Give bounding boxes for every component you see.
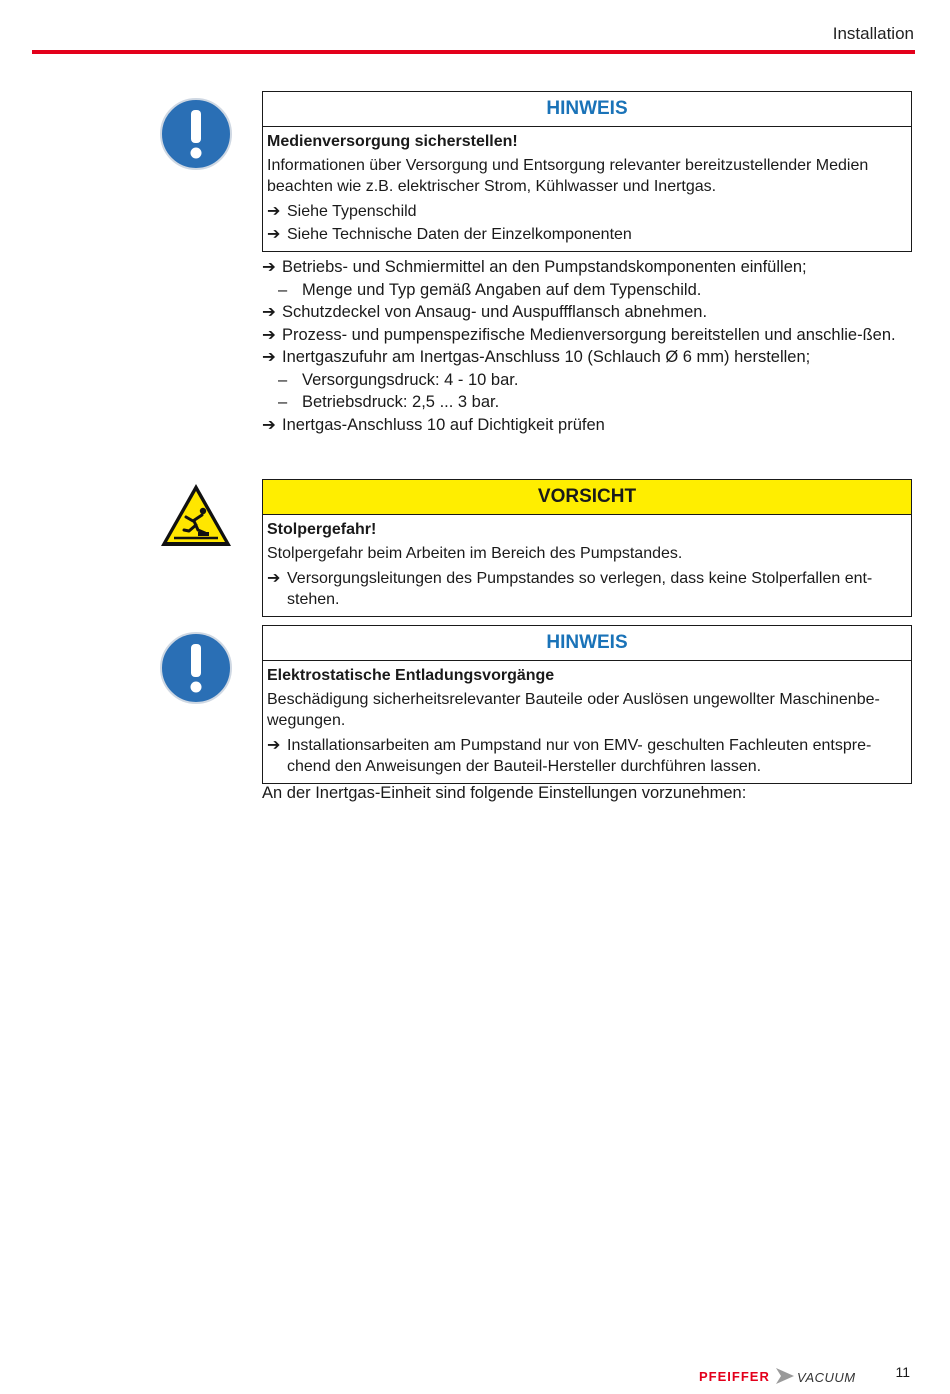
notice-title: Elektrostatische Entladungsvorgänge	[267, 667, 555, 684]
header-rule	[32, 50, 915, 54]
page-number: 11	[895, 1364, 910, 1380]
notice-text: Stolpergefahr beim Arbeiten im Bereich des Pumpstandes.	[267, 545, 683, 562]
arrow-right-icon: ➔	[262, 415, 276, 434]
notice-heading: VORSICHT	[263, 480, 911, 515]
notice-title: Stolpergefahr!	[267, 521, 377, 538]
instruction-step: ➔ Inertgas-Anschluss 10 auf Dichtigkeit prüfen	[262, 414, 912, 437]
instruction-substep: – Menge und Typ gemäß Angaben auf dem Typenschild.	[278, 280, 702, 299]
pfeiffer-vacuum-logo	[697, 1365, 867, 1387]
arrow-right-icon: ➔	[267, 226, 281, 243]
arrow-right-icon: ➔	[267, 203, 281, 220]
section-title: Installation	[832, 24, 914, 43]
notice-box-trip-hazard	[262, 479, 912, 617]
body-text: An der Inertgas-Einheit sind folgende Einstellungen vorzunehmen:	[262, 784, 747, 802]
notice-heading: HINWEIS	[263, 626, 911, 661]
svg-text:VACUUM: VACUUM	[797, 1370, 856, 1385]
mandatory-exclamation-icon	[159, 631, 233, 705]
notice-step: ➔ Installationsarbeiten am Pumpstand nur von EMV- geschulten Fachleuten entspre-chend den Anweisungen der Bauteil-Hersteller durchführen lassen.	[267, 737, 872, 775]
notice-heading: HINWEIS	[263, 92, 911, 127]
notice-step: ➔ Siehe Technische Daten der Einzelkomponenten	[267, 226, 632, 243]
arrow-right-icon: ➔	[262, 303, 276, 321]
notice-text: Beschädigung sicherheitsrelevanter Bauteile oder Auslösen ungewollter Maschinenbe-wegungen.	[267, 691, 880, 729]
trip-hazard-warning-icon	[158, 481, 234, 549]
notice-title: Medienversorgung sicherstellen!	[267, 133, 518, 150]
mandatory-exclamation-icon	[159, 97, 233, 171]
arrow-right-icon: ➔	[262, 258, 276, 276]
instruction-step: ➔ Betriebs- und Schmiermittel an den Pumpstandskomponenten einfüllen;	[262, 256, 912, 279]
arrow-right-icon: ➔	[262, 348, 276, 366]
notice-text: Informationen über Versorgung und Entsorgung relevanter bereitzustellender Medien beachten wie z.B. elektrischer Strom, Kühlwasser und Inertgas.	[267, 157, 869, 195]
notice-step: ➔ Versorgungsleitungen des Pumpstandes so verlegen, dass keine Stolperfallen ent-stehen.	[267, 570, 873, 608]
arrow-right-icon: ➔	[267, 737, 281, 754]
instruction-step: ➔ Schutzdeckel von Ansaug- und Auspuffflansch abnehmen.	[262, 301, 912, 324]
notice-box-electrostatic	[262, 625, 912, 784]
instruction-step: ➔ Inertgaszufuhr am Inertgas-Anschluss 10 (Schlauch Ø 6 mm) herstellen;	[262, 346, 912, 369]
instruction-substep: – Versorgungsdruck: 4 - 10 bar.	[278, 370, 519, 389]
arrow-right-icon: ➔	[262, 325, 276, 344]
instruction-step: ➔ Prozess- und pumpenspezifische Medienversorgung bereitstellen und anschlie-ßen.	[262, 324, 912, 347]
instruction-substep: – Betriebsdruck: 2,5 ... 3 bar.	[278, 393, 500, 411]
instruction-steps	[262, 256, 912, 436]
notice-step: ➔ Siehe Typenschild	[267, 203, 417, 220]
arrow-right-icon: ➔	[267, 570, 281, 587]
svg-text:PFEIFFER: PFEIFFER	[699, 1369, 770, 1384]
notice-box-media-supply	[262, 91, 912, 252]
